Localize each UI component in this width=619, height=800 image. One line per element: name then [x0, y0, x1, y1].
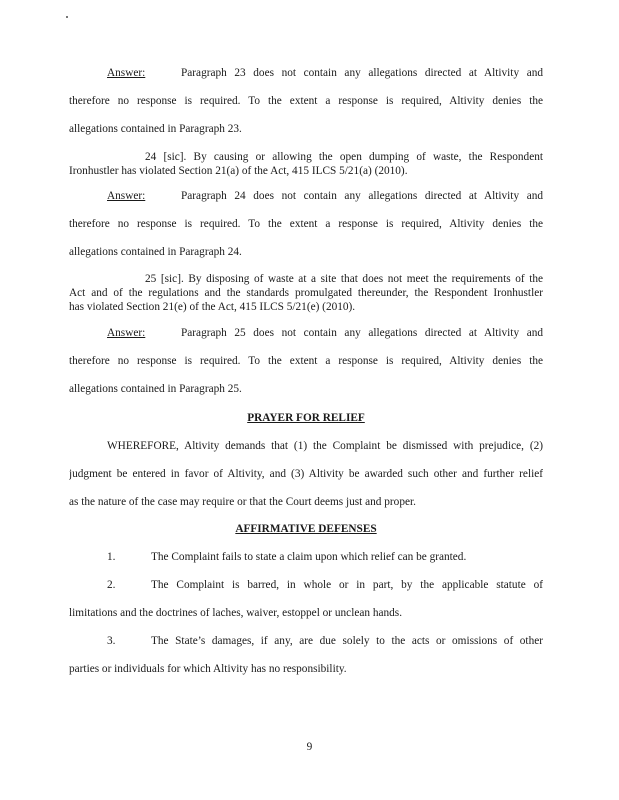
page-number: 9 [306, 741, 313, 753]
paragraph-25-line-2: Act and of the regulations and the standards promulgated thereunder, the Respondent Ironhustler [69, 287, 543, 299]
prayer-line-3: as the nature of the case may require or that the Court deems just and proper. [69, 496, 416, 508]
answer-23-line-2: therefore no response is required. To the extent a response is required, Altivity denies the [69, 95, 543, 107]
defense-number: 2. [107, 579, 116, 591]
defenses-heading: AFFIRMATIVE DEFENSES [235, 523, 377, 535]
answer-label: Answer: [107, 327, 146, 339]
prayer-heading: PRAYER FOR RELIEF [247, 412, 365, 424]
scan-mark [66, 16, 68, 18]
defense-2-line-1: 2. The Complaint is barred, in whole or in part, by the applicable statute of [107, 579, 543, 591]
answer-label: Answer: [107, 67, 146, 79]
paragraph-25-line-1: 25 [sic]. By disposing of waste at a site that does not meet the requirements of the [145, 273, 543, 285]
defense-1-line-1: 1. The Complaint fails to state a claim upon which relief can be granted. [107, 551, 467, 563]
defense-3-line-1: 3. The State’s damages, if any, are due solely to the acts or omissions of other [107, 635, 543, 647]
defense-number: 3. [107, 635, 116, 647]
paragraph-24-line-1: 24 [sic]. By causing or allowing the open dumping of waste, the Respondent [145, 151, 543, 163]
paragraph-25-line-3: has violated Section 21(e) of the Act, 415 ILCS 5/21(e) (2010). [69, 301, 356, 313]
defense-3-line-2: parties or individuals for which Altivity has no responsibility. [69, 663, 347, 675]
answer-24-line-3: allegations contained in Paragraph 24. [69, 246, 242, 258]
defense-number: 1. [107, 551, 116, 563]
defense-2-line-2: limitations and the doctrines of laches, waiver, estoppel or unclean hands. [69, 607, 403, 619]
answer-25-line-1: Answer: Paragraph 25 does not contain any allegations directed at Altivity and [107, 327, 543, 339]
prayer-line-1: WHEREFORE, Altivity demands that (1) the Complaint be dismissed with prejudice, (2) [107, 440, 543, 452]
paragraph-24-line-2: Ironhustler has violated Section 21(a) of the Act, 415 ILCS 5/21(a) (2010). [69, 165, 408, 177]
answer-23-line-1: Answer: Paragraph 23 does not contain any allegations directed at Altivity and [107, 67, 543, 79]
answer-25-line-2: therefore no response is required. To the extent a response is required, Altivity denies the [69, 355, 543, 367]
prayer-line-2: judgment be entered in favor of Altivity, and (3) Altivity be awarded such other and further relief [69, 468, 543, 480]
answer-24-line-1: Answer: Paragraph 24 does not contain any allegations directed at Altivity and [107, 190, 543, 202]
answer-23-line-3: allegations contained in Paragraph 23. [69, 123, 242, 135]
answer-label: Answer: [107, 190, 146, 202]
answer-24-line-2: therefore no response is required. To the extent a response is required, Altivity denies the [69, 218, 543, 230]
answer-25-line-3: allegations contained in Paragraph 25. [69, 383, 242, 395]
